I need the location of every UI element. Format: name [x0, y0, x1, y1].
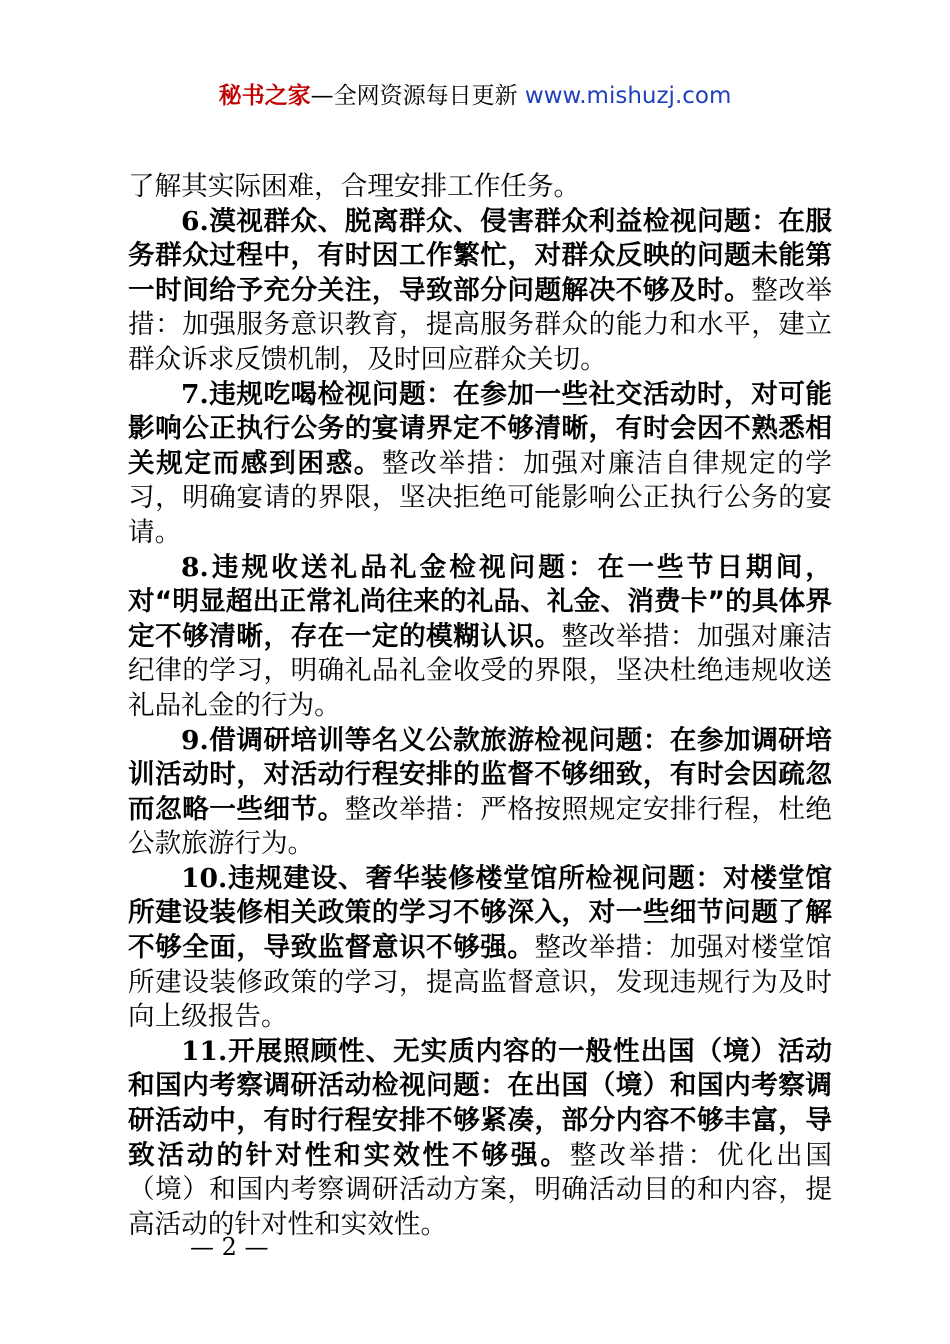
item-paragraph-6 — [128, 205, 832, 378]
continuation-paragraph: 了解其实际困难，合理安排工作任务。 — [128, 171, 581, 202]
page-number: — 2 — — [190, 1233, 269, 1261]
item-number: 10. — [181, 862, 228, 894]
item-paragraph-8 — [128, 551, 832, 724]
site-tagline: —全网资源每日更新 — [310, 83, 525, 109]
item-question: 借调研培训等名义公款旅游检视问题：在参加调研培训活动时，对活动行程安排的监督不够细致，有时会因疏忽而忽略一些细节。 — [128, 724, 832, 825]
item-number: 8. — [181, 551, 209, 583]
site-banner — [0, 80, 950, 112]
item-measure: 整改举措：加强服务意识教育，提高服务群众的能力和水平，建立群众诉求反馈机制，及时回应群众关切。 — [128, 274, 833, 375]
item-question: 违规收送礼品礼金检视问题：在一些节日期间，对“明显超出正常礼尚往来的礼品、礼金、消费卡”的具体界定不够清晰，存在一定的模糊认识。 — [128, 551, 832, 652]
document-body — [128, 170, 832, 1242]
site-url-link[interactable]: www.mishuzj.com — [524, 83, 732, 109]
item-measure: 整改举措：严格按照规定安排行程，杜绝公款旅游行为。 — [128, 793, 833, 860]
item-measure: 整改举措：加强对廉洁自律规定的学习，明确宴请的界限，坚决拒绝可能影响公正执行公务的宴请。 — [128, 447, 833, 548]
item-question: 违规建设、奢华装修楼堂馆所检视问题：对楼堂馆所建设装修相关政策的学习不够深入，对一些细节问题了解不够全面，导致监督意识不够强。 — [128, 862, 832, 964]
item-number: 9. — [181, 724, 209, 756]
site-brand: 秘书之家 — [218, 83, 311, 109]
item-question: 漠视群众、脱离群众、侵害群众利益检视问题：在服务群众过程中，有时因工作繁忙，对群众反映的问题未能第一时间给予充分关注，导致部分问题解决不够及时。 — [128, 205, 832, 306]
item-number: 11. — [181, 1035, 228, 1067]
item-number: 7. — [181, 378, 209, 410]
item-measure: 整改举措：优化出国（境）和国内考察调研活动方案，明确活动目的和内容，提高活动的针对性和实效性。 — [128, 1139, 833, 1240]
item-question: 开展照顾性、无实质内容的一般性出国（境）活动和国内考察调研活动检视问题：在出国（境）和国内考察调研活动中，有时行程安排不够紧凑，部分内容不够丰富，导致活动的针对性和实效性不够强。 — [128, 1035, 832, 1171]
item-measure: 整改举措：加强对楼堂馆所建设装修政策的学习，提高监督意识，发现违规行为及时向上级报告。 — [128, 932, 833, 1033]
item-question: 违规吃喝检视问题：在参加一些社交活动时，对可能影响公正执行公务的宴请界定不够清晰，有时会因不熟悉相关规定而感到困惑。 — [128, 378, 832, 479]
item-paragraph-10 — [128, 862, 832, 1035]
item-measure: 整改举措：加强对廉洁纪律的学习，明确礼品礼金收受的界限，坚决杜绝违规收送礼品礼金的行为。 — [128, 620, 833, 721]
item-paragraph-9 — [128, 724, 832, 862]
item-number: 6. — [181, 205, 209, 237]
item-paragraph-11 — [128, 1035, 832, 1243]
item-paragraph-7 — [128, 378, 832, 551]
